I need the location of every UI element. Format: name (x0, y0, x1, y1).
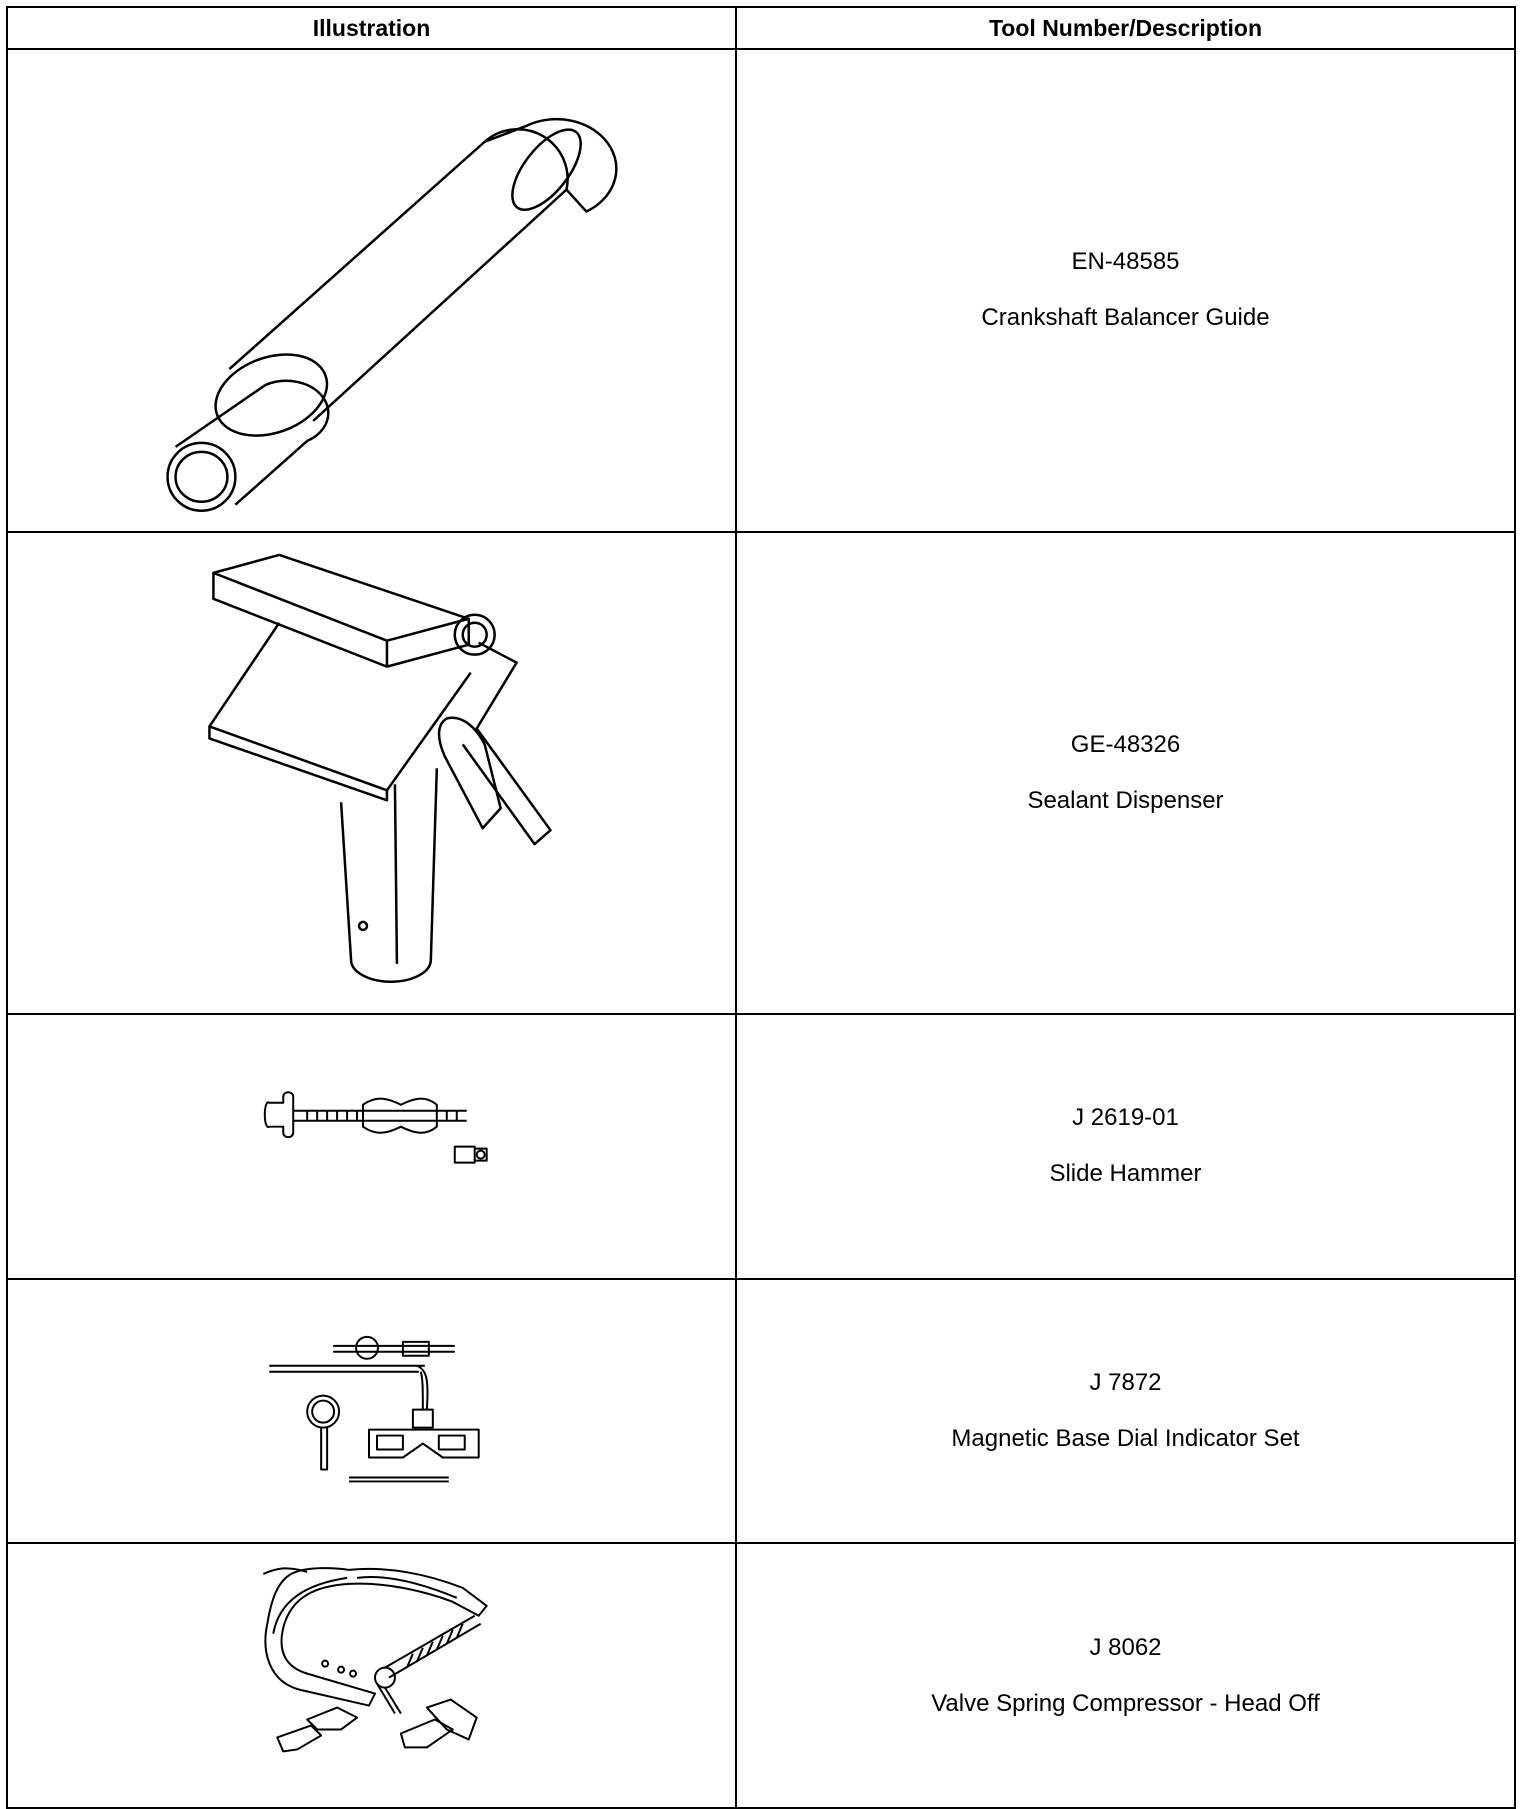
sealant-dispenser-icon (8, 533, 735, 1014)
slide-hammer-icon (8, 1015, 735, 1277)
dial-indicator-set-icon (8, 1280, 735, 1542)
tool-description: Slide Hammer (1049, 1160, 1202, 1188)
description-cell (736, 1014, 1515, 1278)
illustration-cell (7, 1279, 736, 1543)
tool-number: EN-48585 (1071, 248, 1180, 276)
header-tool-number-description: Tool Number/Description (736, 7, 1515, 49)
description-cell (736, 49, 1515, 532)
tool-description: Crankshaft Balancer Guide (981, 304, 1270, 332)
description-cell (736, 1279, 1515, 1543)
description-cell (736, 532, 1515, 1015)
table-row (7, 49, 1515, 532)
special-tools-table (6, 6, 1516, 1809)
illustration-cell (7, 49, 736, 532)
illustration-cell (7, 532, 736, 1015)
description-cell (736, 1543, 1515, 1808)
table-row (7, 1543, 1515, 1808)
illustration-cell (7, 1014, 736, 1278)
tool-number: J 7872 (1089, 1368, 1162, 1396)
table-row (7, 1279, 1515, 1543)
tool-description: Magnetic Base Dial Indicator Set (951, 1424, 1300, 1452)
header-illustration: Illustration (7, 7, 736, 49)
table-header-row (7, 7, 1515, 49)
tool-description: Valve Spring Compressor - Head Off (931, 1689, 1320, 1717)
tool-number: J 8062 (1089, 1633, 1162, 1661)
table-row (7, 1014, 1515, 1278)
table-row (7, 532, 1515, 1015)
crankshaft-balancer-guide-icon (8, 50, 735, 531)
illustration-cell (7, 1543, 736, 1808)
valve-spring-compressor-icon (8, 1544, 735, 1807)
tool-description: Sealant Dispenser (1027, 787, 1224, 814)
tool-number: GE-48326 (1070, 731, 1181, 758)
tool-number: J 2619-01 (1072, 1104, 1179, 1132)
